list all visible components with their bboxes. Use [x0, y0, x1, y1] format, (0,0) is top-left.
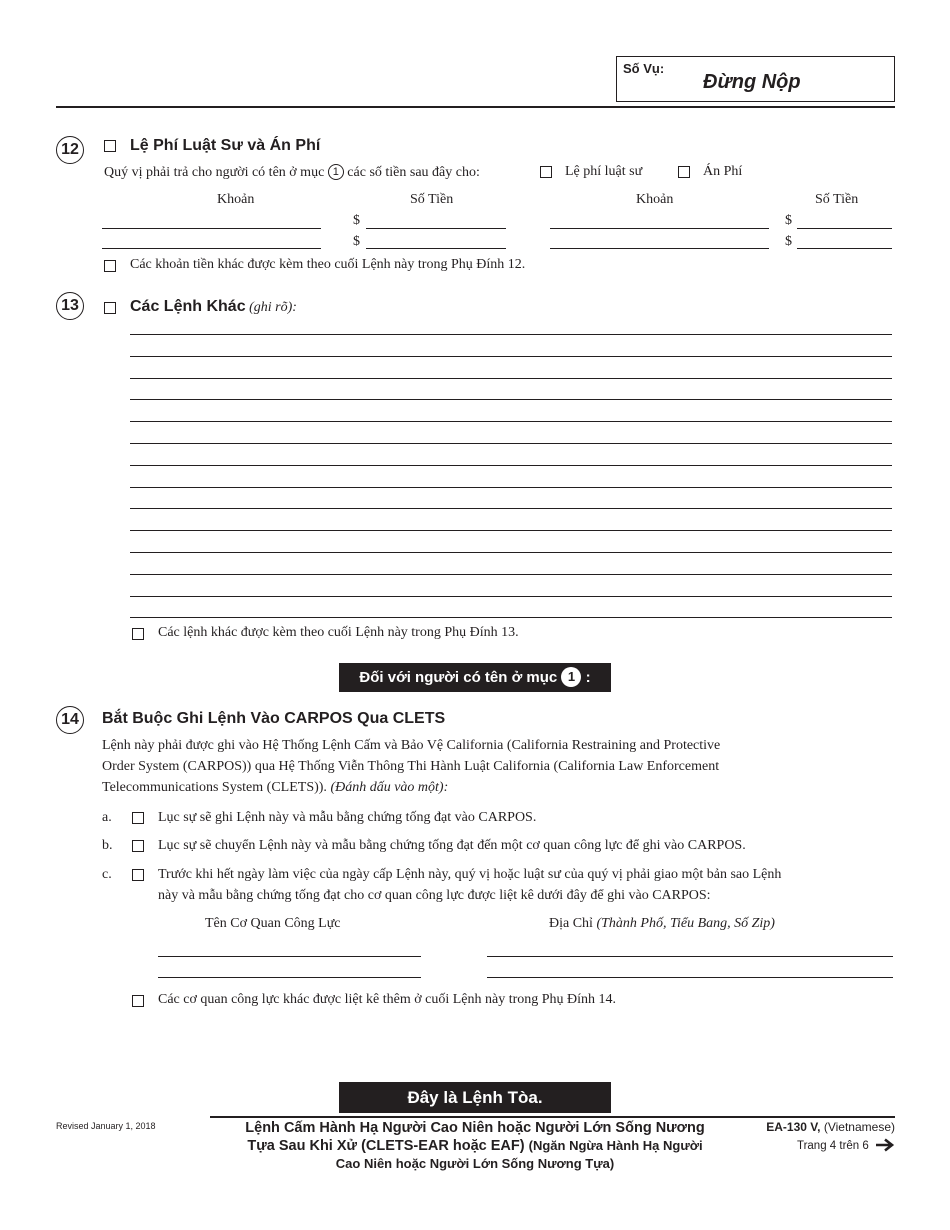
other-orders-line[interactable] — [130, 574, 892, 575]
fee-item-field-4[interactable] — [550, 248, 769, 249]
option-c-checkbox[interactable] — [132, 869, 144, 881]
item-12-instruction — [104, 164, 480, 181]
other-orders-line[interactable] — [130, 334, 892, 335]
item-14-attachment-text: Các cơ quan công lực khác được liệt kê thêm ở cuối Lệnh này trong Phụ Đính 14. — [158, 992, 617, 1007]
item-col-header-left: Khoản — [217, 192, 255, 207]
other-orders-line[interactable] — [130, 356, 892, 357]
form-language: (Vietnamese) — [823, 1120, 895, 1134]
item-12-attachment-checkbox[interactable] — [104, 260, 116, 272]
item-13-attachment-text: Các lệnh khác được kèm theo cuối Lệnh này trong Phụ Đính 13. — [158, 625, 519, 640]
currency-symbol: $ — [785, 234, 792, 249]
option-c-line-2: này và mẫu bằng chứng tống đạt cho cơ quan công lực được liệt kê dưới đây để ghi vào CARPOS: — [158, 888, 711, 903]
page-label: Trang 4 trên 6 — [796, 1140, 869, 1152]
amount-col-header-left: Số Tiền — [410, 192, 454, 207]
court-costs-checkbox[interactable] — [678, 166, 690, 178]
item-14-title: Bắt Buộc Ghi Lệnh Vào CARPOS Qua CLETS — [102, 710, 446, 727]
page-indicator — [797, 1138, 895, 1155]
option-b-checkbox[interactable] — [132, 840, 144, 852]
form-title-line-2-bold: Tựa Sau Khi Xử (CLETS-EAR hoặc EAF) — [247, 1138, 525, 1154]
footer-rule — [210, 1116, 895, 1118]
form-title-line-2-rest: (Ngăn Ngừa Hành Hạ Người — [528, 1138, 703, 1153]
other-orders-line[interactable] — [130, 443, 892, 444]
fee-amount-field-4[interactable] — [797, 248, 892, 249]
form-title-line-2 — [200, 1137, 750, 1155]
fee-amount-field-1[interactable] — [366, 228, 506, 229]
item-12-checkbox[interactable] — [104, 140, 116, 152]
attorney-fees-checkbox[interactable] — [540, 166, 552, 178]
item-14-para-line-3 — [102, 780, 448, 796]
fee-amount-field-3[interactable] — [366, 248, 506, 249]
item-12-number: 12 — [56, 136, 84, 164]
item-12-title: Lệ Phí Luật Sư và Án Phí — [130, 137, 321, 154]
other-orders-line[interactable] — [130, 378, 892, 379]
item-13-title: Các Lệnh Khác — [130, 298, 246, 315]
item-13-attachment-checkbox[interactable] — [132, 628, 144, 640]
item-14-number: 14 — [56, 706, 84, 734]
item-col-header-right: Khoản — [636, 192, 674, 207]
item-14-para-note: (Đánh dấu vào một): — [330, 780, 449, 795]
option-a-checkbox[interactable] — [132, 812, 144, 824]
item-13-number: 13 — [56, 292, 84, 320]
item-13-checkbox[interactable] — [104, 302, 116, 314]
option-b-text: Lục sự sẽ chuyển Lệnh này và mẫu bằng chứng tống đạt đến một cơ quan công lực để ghi vào CARPOS. — [158, 838, 746, 853]
attorney-fees-label: Lệ phí luật sư — [565, 164, 643, 179]
form-title-line-1: Lệnh Cấm Hành Hạ Người Cao Niên hoặc Người Lớn Sống Nương — [245, 1120, 705, 1136]
person-section-banner — [339, 663, 611, 692]
court-order-banner: Đây là Lệnh Tòa. — [339, 1082, 611, 1113]
other-orders-line[interactable] — [130, 508, 892, 509]
item-12-attachment-text: Các khoản tiền khác được kèm theo cuối Lệnh này trong Phụ Đính 12. — [130, 257, 526, 272]
currency-symbol: $ — [353, 213, 360, 228]
other-orders-line[interactable] — [130, 465, 892, 466]
currency-symbol: $ — [785, 213, 792, 228]
form-title — [200, 1119, 750, 1173]
other-orders-line[interactable] — [130, 596, 892, 597]
agency-name-field-2[interactable] — [158, 977, 421, 978]
item-13-title-wrap — [130, 298, 297, 316]
option-a-label: a. — [102, 810, 112, 825]
fee-item-field-2[interactable] — [550, 228, 769, 229]
do-not-file-label: Đừng Nộp — [703, 71, 801, 93]
person-banner-colon: : — [585, 669, 591, 686]
header-rule — [56, 106, 895, 108]
revised-date: Revised January 1, 2018 — [56, 1121, 156, 1131]
agency-name-field-1[interactable] — [158, 956, 421, 957]
fee-item-field-1[interactable] — [102, 228, 321, 229]
form-title-line-3: Cao Niên hoặc Người Lớn Sống Nương Tựa) — [335, 1156, 615, 1171]
other-orders-line[interactable] — [130, 617, 892, 618]
item-13-title-note: (ghi rõ): — [249, 300, 297, 315]
item-12-text-before: Quý vị phải trả cho người có tên ở mục — [104, 165, 325, 180]
option-c-line-1: Trước khi hết ngày làm việc của ngày cấp Lệnh này, quý vị hoặc luật sư của quý vị phải giao một bản sao Lệnh — [158, 867, 782, 882]
form-code-wrap — [766, 1120, 895, 1134]
address-label-wrap — [549, 916, 775, 932]
case-number-box[interactable] — [616, 56, 895, 102]
address-note: (Thành Phố, Tiểu Bang, Số Zip) — [596, 916, 775, 931]
currency-symbol: $ — [353, 234, 360, 249]
other-orders-line[interactable] — [130, 530, 892, 531]
agency-address-field-1[interactable] — [487, 956, 893, 957]
case-number-label: Số Vụ: — [623, 61, 665, 76]
agency-address-field-2[interactable] — [487, 977, 893, 978]
option-a-text: Lục sự sẽ ghi Lệnh này và mẫu bằng chứng tống đạt vào CARPOS. — [158, 810, 537, 825]
person-banner-ref-number: 1 — [561, 667, 581, 687]
item-14-para-line-2: Order System (CARPOS)) qua Hệ Thống Viễn Thông Thi Hành Luật California (California Law Enforcement — [102, 759, 720, 774]
amount-col-header-right: Số Tiền — [815, 192, 859, 207]
agency-name-label: Tên Cơ Quan Công Lực — [205, 916, 341, 931]
fee-item-field-3[interactable] — [102, 248, 321, 249]
court-costs-label: Án Phí — [703, 164, 743, 179]
item-12-ref-number: 1 — [328, 164, 344, 180]
item-14-para-line-3-text: Telecommunications System (CLETS)). — [102, 780, 327, 795]
right-arrow-icon[interactable] — [875, 1138, 895, 1155]
item-14-para-line-1: Lệnh này phải được ghi vào Hệ Thống Lệnh Cấm và Bảo Vệ California (California Restraining and Protective — [102, 738, 721, 753]
other-orders-line[interactable] — [130, 552, 892, 553]
address-label: Địa Chỉ — [549, 916, 593, 931]
option-b-label: b. — [102, 838, 113, 853]
form-code: EA-130 V, — [766, 1120, 821, 1134]
other-orders-line[interactable] — [130, 487, 892, 488]
person-banner-text: Đối với người có tên ở mục — [359, 669, 558, 686]
other-orders-line[interactable] — [130, 421, 892, 422]
item-12-text-after: các số tiền sau đây cho: — [347, 165, 480, 180]
item-14-attachment-checkbox[interactable] — [132, 995, 144, 1007]
fee-amount-field-2[interactable] — [797, 228, 892, 229]
option-c-label: c. — [102, 867, 112, 882]
other-orders-line[interactable] — [130, 399, 892, 400]
